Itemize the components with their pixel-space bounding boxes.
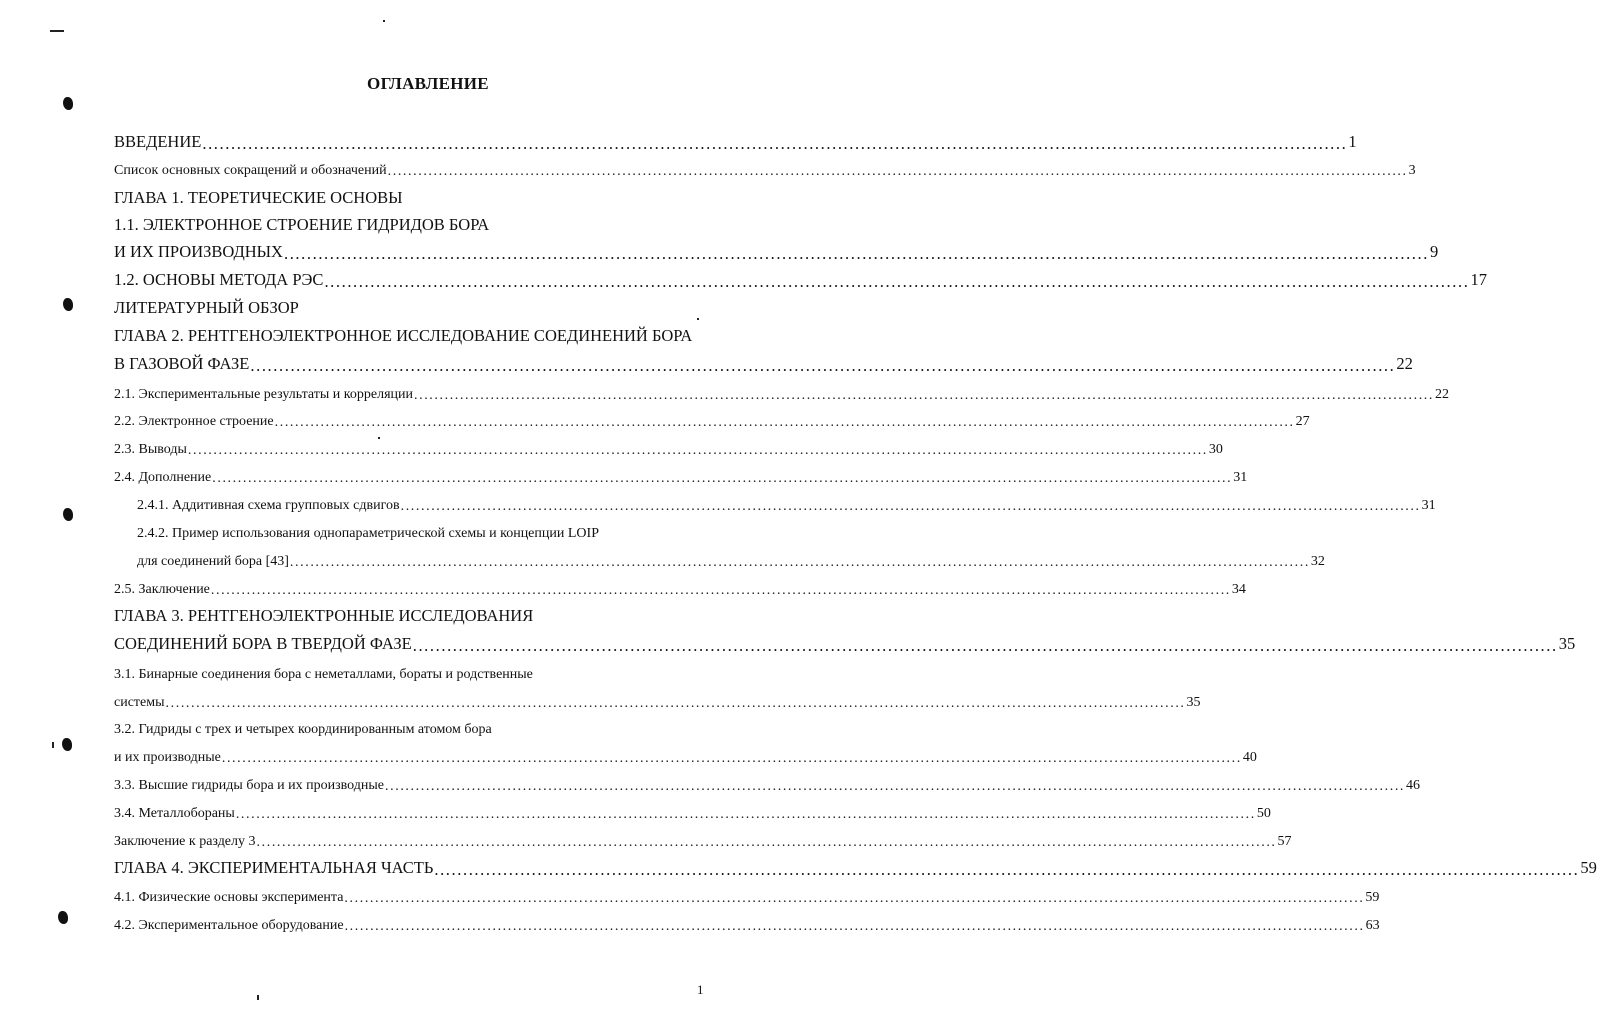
toc-entry-page: 34 [1231,582,1246,597]
dot-leader: ........................................................................................................................................................................................................ [400,499,1421,514]
toc-entry-page: 40 [1242,750,1257,765]
toc-entry [114,800,1271,822]
toc-entry [114,689,1201,711]
toc-entry-page: 63 [1365,918,1380,933]
toc-entry [114,381,1449,403]
toc-entry [114,268,1487,291]
scan-speck [50,30,64,32]
toc-entry [114,324,693,346]
toc-entry-page: 57 [1277,834,1292,849]
toc-entry-label: 4.2. Экспериментальное оборудование [114,918,344,933]
toc-entry-label: 2.2. Электронное строение [114,414,274,429]
toc-entry [114,632,1576,655]
dot-leader: ........................................................................................................................................................................................................ [165,696,1186,711]
toc-entry-label: и их производные [114,750,221,765]
toc-entry-label: для соединений бора [43] [137,554,289,569]
toc-entry [114,296,693,318]
toc-entry [114,884,1380,906]
toc-entry [114,352,1413,375]
page-title: ОГЛАВЛЕНИЕ [367,74,489,93]
toc-entry-label: 2.4.1. Аддитивная схема групповых сдвигов [137,498,400,513]
binder-hole-mark [63,298,73,311]
toc-entry-page: 31 [1233,470,1248,485]
toc-entry-page: 3 [1408,163,1416,178]
page-number: 1 [697,982,704,997]
scan-speck [52,742,54,748]
toc-entry-label: 3.3. Высшие гидриды бора и их производные [114,778,385,793]
dot-leader: ........................................................................................................................................................................................................ [235,807,1256,822]
toc-entry-page: 31 [1421,498,1436,513]
toc-entry-label: 2.5. Заключение [114,582,210,597]
toc-entry-label: И ИХ ПРОИЗВОДНЫХ [114,242,283,261]
toc-entry-label: 2.4.2. Пример использования однопараметрической схемы и концепции LOIP [137,526,599,541]
scan-speck [378,437,380,439]
toc-entry-label: ГЛАВА 2. РЕНТГЕНОЭЛЕКТРОННОЕ ИССЛЕДОВАНИЕ СОЕДИНЕНИЙ БОРА [114,326,693,345]
toc-entry-label: 2.4. Дополнение [114,470,212,485]
binder-hole-mark [58,911,68,924]
dot-leader: ........................................................................................................................................................................................................ [344,919,1365,934]
dot-leader: ........................................................................................................................................................................................................ [344,891,1365,906]
toc-entry [114,856,1597,879]
toc-entry [114,744,1257,766]
toc-entry [114,436,1223,458]
toc-entry-page: 50 [1256,806,1271,821]
toc-entry [114,912,1380,934]
dot-leader: ........................................................................................................................................................................................................ [256,835,1277,850]
dot-leader: ........................................................................................................................................................................................................ [212,471,1233,486]
binder-hole-mark [63,508,73,521]
toc-entry [114,576,1246,598]
toc-entry-page: 1 [1348,132,1357,151]
dot-leader: ........................................................................................................................................................................................................ [221,751,1242,766]
toc-entry-label: 1.2. ОСНОВЫ МЕТОДА РЭС [114,270,324,289]
toc-entry-page: 35 [1558,634,1576,653]
scan-speck [257,995,259,1000]
binder-hole-mark [63,97,73,110]
toc-entry [114,772,1421,794]
toc-entry-label: 2.3. Выводы [114,442,187,457]
toc-entry [114,130,1357,153]
toc-entry-page: 27 [1295,414,1310,429]
toc-entry-label: В ГАЗОВОЙ ФАЗЕ [114,354,250,373]
toc-entry [114,157,1416,179]
toc-entry-page: 22 [1396,354,1413,373]
dot-leader: ........................................................................................................................................................................................................ [283,243,1429,263]
toc-entry [137,548,1325,570]
toc-entry [114,240,1439,263]
toc-entry-label: СОЕДИНЕНИЙ БОРА В ТВЕРДОЙ ФАЗЕ [114,634,412,653]
toc-entry-label: ЛИТЕРАТУРНЫЙ ОБЗОР [114,298,299,317]
binder-hole-mark [62,738,72,751]
toc-entry-page: 17 [1470,270,1487,289]
dot-leader: ........................................................................................................................................................................................................ [202,133,1348,153]
dot-leader: ........................................................................................................................................................................................................ [412,635,1558,655]
toc-entry [114,716,693,738]
dot-leader: ........................................................................................................................................................................................................ [387,164,1408,179]
toc-entry-page: 59 [1365,890,1380,905]
toc-entry-label: 4.1. Физические основы эксперимента [114,890,344,905]
dot-leader: ........................................................................................................................................................................................................ [289,555,1310,570]
dot-leader: ........................................................................................................................................................................................................ [385,779,1406,794]
dot-leader: ........................................................................................................................................................................................................ [324,271,1470,291]
toc-entry-label: ГЛАВА 1. ТЕОРЕТИЧЕСКИЕ ОСНОВЫ [114,188,403,207]
toc-entry [114,828,1292,850]
toc-entry-label: ГЛАВА 4. ЭКСПЕРИМЕНТАЛЬНАЯ ЧАСТЬ [114,858,434,877]
toc-entry-page: 35 [1186,695,1201,710]
toc-entry-label: 3.4. Металлобораны [114,806,235,821]
toc-entry-label: ВВЕДЕНИЕ [114,132,202,151]
toc-entry-page: 22 [1435,387,1449,402]
dot-leader: ........................................................................................................................................................................................................ [414,388,1434,403]
toc-entry-page: 9 [1429,242,1439,261]
toc-entry [114,464,1248,486]
toc-entry [137,520,693,542]
toc-entry-label: Список основных сокращений и обозначений [114,163,387,178]
toc-entry-label: Заключение к разделу 3 [114,834,256,849]
dot-leader: ........................................................................................................................................................................................................ [187,443,1208,458]
scan-speck [697,318,699,320]
toc-entry [114,604,693,626]
toc-entry-label: 3.2. Гидриды с трех и четырех координированным атомом бора [114,722,492,737]
toc-entry [114,213,693,235]
toc-entry-label: ГЛАВА 3. РЕНТГЕНОЭЛЕКТРОННЫЕ ИССЛЕДОВАНИЯ [114,606,534,625]
toc-entry-label: системы [114,695,165,710]
dot-leader: ........................................................................................................................................................................................................ [434,859,1580,879]
toc-entry-page: 30 [1208,442,1223,457]
toc-entry [114,186,693,208]
toc-entry-page: 46 [1406,778,1421,793]
dot-leader: ........................................................................................................................................................................................................ [250,355,1396,375]
toc-entry [114,661,693,683]
toc-entry [114,408,1310,430]
dot-leader: ........................................................................................................................................................................................................ [210,583,1231,598]
toc-entry-label: 1.1. ЭЛЕКТРОННОЕ СТРОЕНИЕ ГИДРИДОВ БОРА [114,215,490,234]
toc-entry-label: 2.1. Экспериментальные результаты и корреляции [114,387,413,402]
scan-speck [383,20,385,22]
toc-entry-label: 3.1. Бинарные соединения бора с неметаллами, бораты и родственные [114,667,533,682]
dot-leader: ........................................................................................................................................................................................................ [274,415,1295,430]
toc-entry-page: 32 [1310,554,1325,569]
toc-entry-page: 59 [1580,858,1597,877]
toc-entry [137,492,1436,514]
